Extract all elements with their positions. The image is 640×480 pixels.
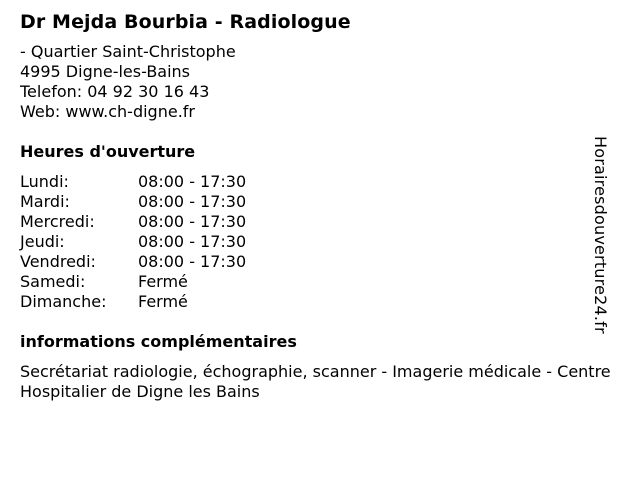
hours-time: 08:00 - 17:30 bbox=[138, 232, 247, 251]
hours-day: Vendredi: bbox=[20, 252, 96, 271]
hours-time: 08:00 - 17:30 bbox=[138, 212, 247, 231]
hours-time: Fermé bbox=[138, 292, 188, 311]
address-web: Web: www.ch-digne.fr bbox=[20, 102, 195, 121]
hours-row-mardi bbox=[20, 192, 620, 212]
hours-row-dimanche bbox=[20, 292, 620, 312]
address-phone: Telefon: 04 92 30 16 43 bbox=[20, 82, 210, 101]
hours-day: Jeudi: bbox=[20, 232, 65, 251]
hours-day: Mercredi: bbox=[20, 212, 95, 231]
hours-table bbox=[20, 172, 620, 312]
info-text: Secrétariat radiologie, échographie, scanner - Imagerie médicale - Centre Hospitalier de Digne les Bains bbox=[20, 362, 611, 401]
address-city: 4995 Digne-les-Bains bbox=[20, 62, 191, 81]
hours-row-jeudi bbox=[20, 232, 620, 252]
hours-time: Fermé bbox=[138, 272, 188, 291]
hours-time: 08:00 - 17:30 bbox=[138, 172, 247, 191]
hours-time: 08:00 - 17:30 bbox=[138, 252, 247, 271]
address-street: - Quartier Saint-Christophe bbox=[20, 42, 236, 61]
hours-row-samedi bbox=[20, 272, 620, 292]
page-title: Dr Mejda Bourbia - Radiologue bbox=[20, 11, 351, 33]
hours-heading: Heures d'ouverture bbox=[20, 142, 196, 161]
hours-row-mercredi bbox=[20, 212, 620, 232]
page-content bbox=[20, 10, 620, 402]
hours-row-vendredi bbox=[20, 252, 620, 272]
hours-day: Lundi: bbox=[20, 172, 69, 191]
site-watermark: Horairesdouverture24.fr bbox=[591, 136, 610, 334]
hours-day: Samedi: bbox=[20, 272, 86, 291]
hours-row-lundi bbox=[20, 172, 620, 192]
hours-day: Mardi: bbox=[20, 192, 70, 211]
info-heading: informations complémentaires bbox=[20, 332, 297, 351]
hours-time: 08:00 - 17:30 bbox=[138, 192, 247, 211]
address-block bbox=[20, 42, 620, 122]
hours-day: Dimanche: bbox=[20, 292, 107, 311]
